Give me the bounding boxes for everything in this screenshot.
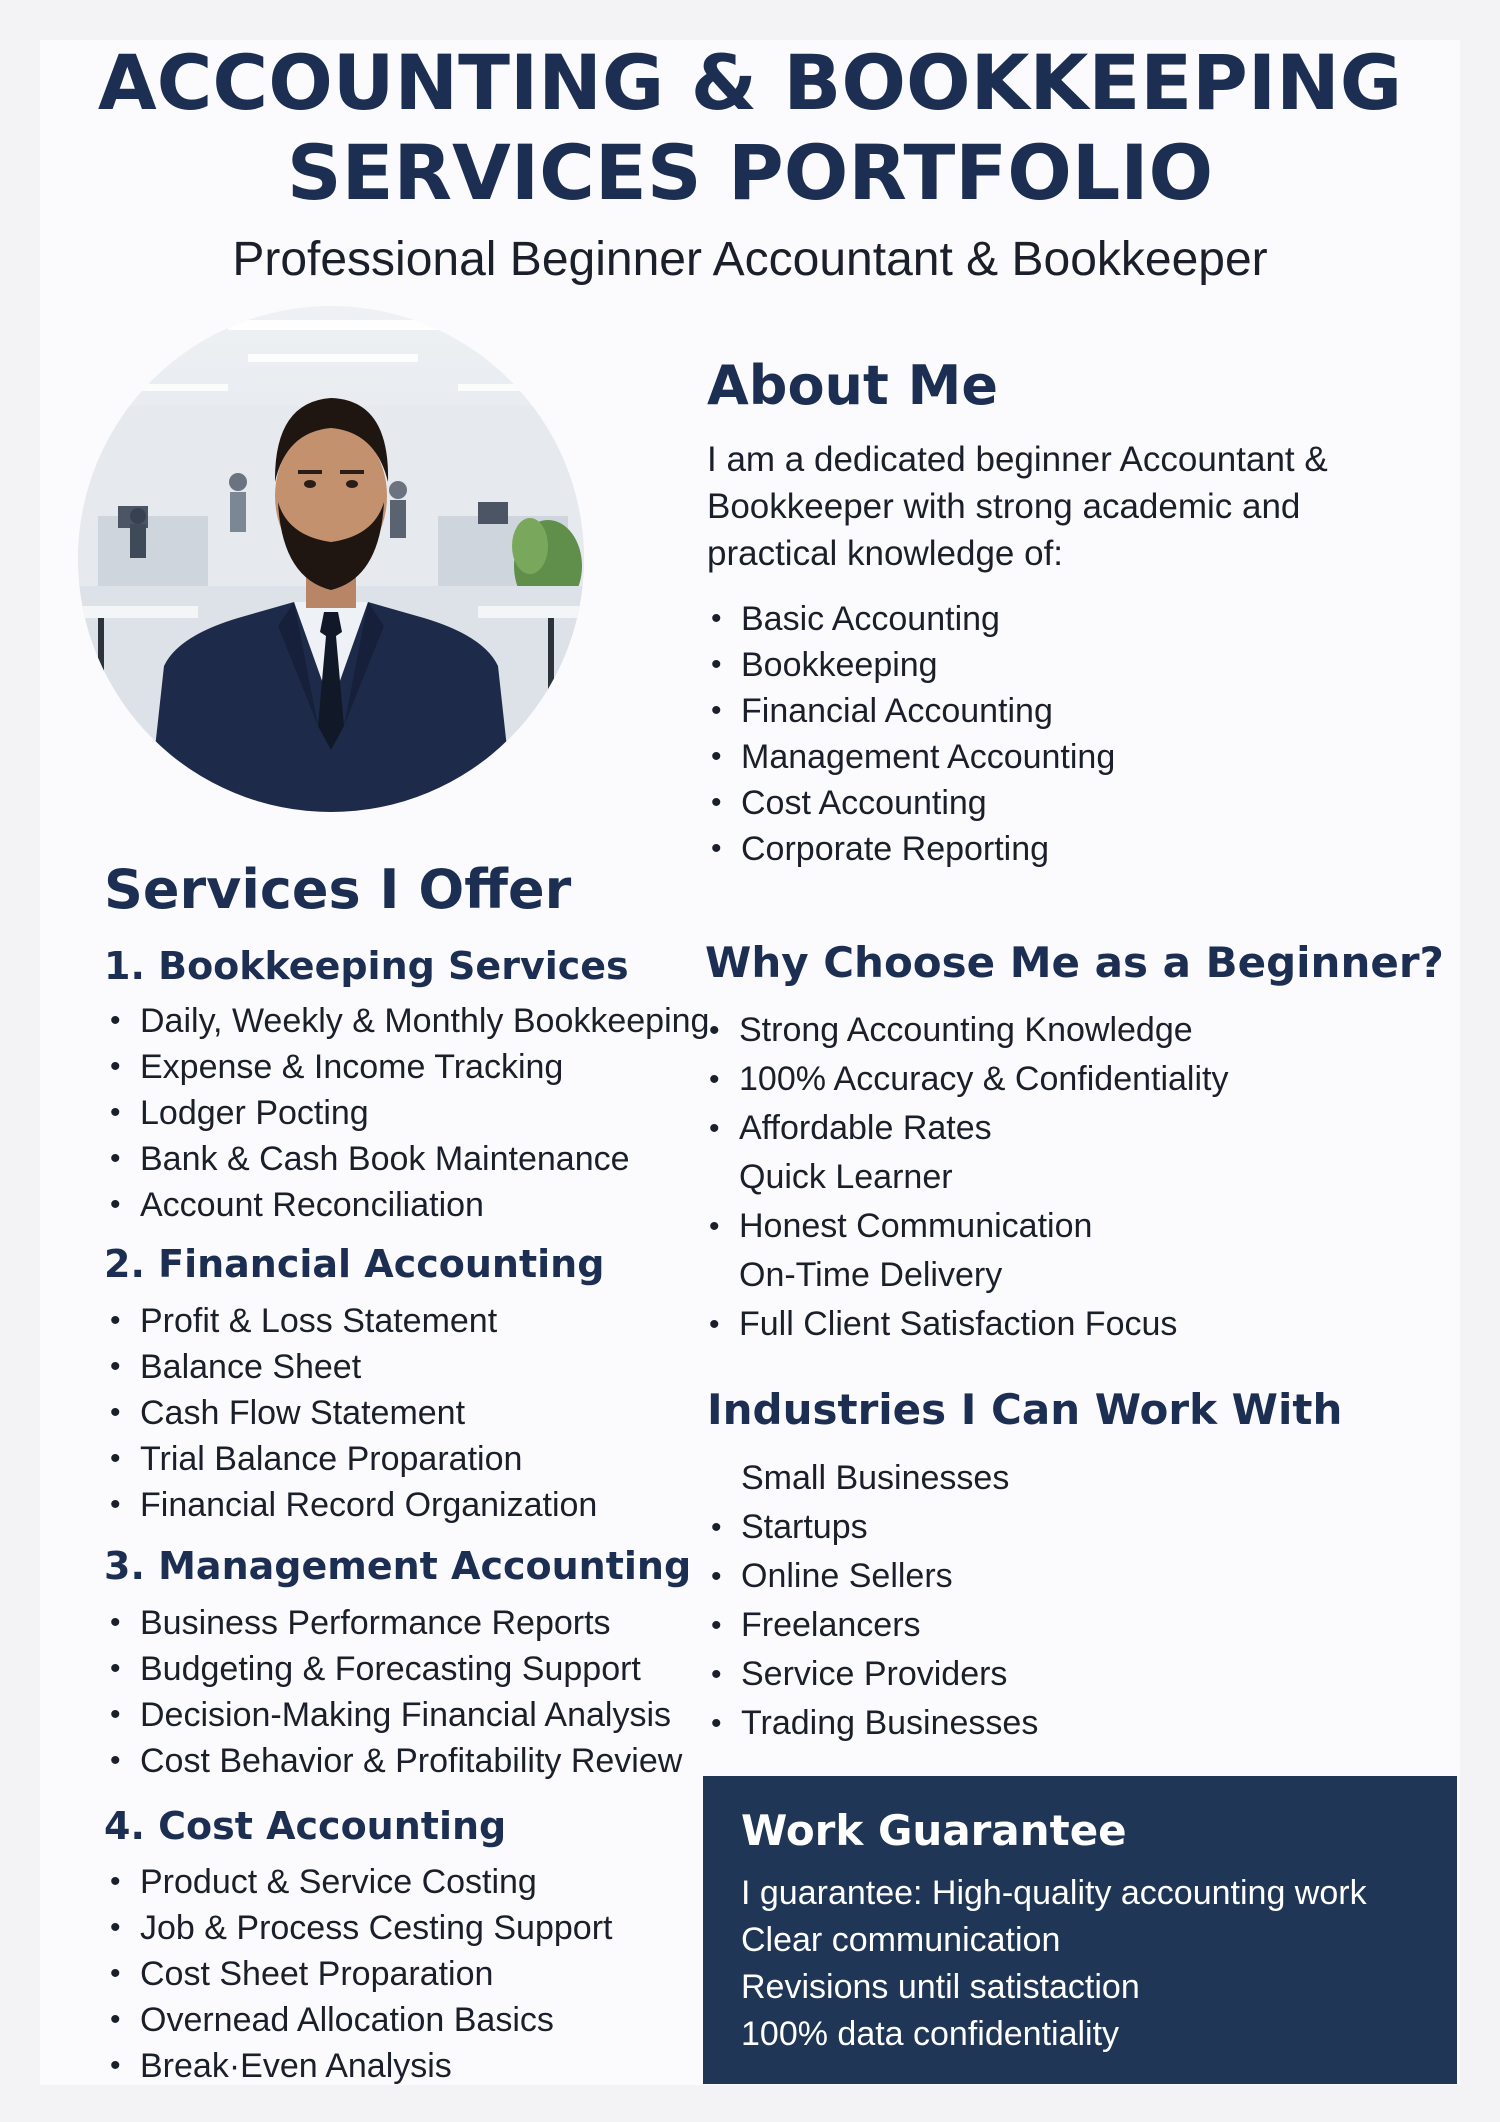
bullet-icon: • <box>110 1911 121 1944</box>
list-item: • Decision-Making Financial Analysis <box>106 1692 682 1738</box>
list-item: • Basic Accounting <box>707 596 1115 642</box>
bullet-icon: • <box>711 602 722 635</box>
bullet-icon: • <box>110 2049 121 2082</box>
work-guarantee-box <box>703 1776 1457 2084</box>
list-item: • Account Reconciliation <box>106 1182 709 1228</box>
list-item: • Overnead Allocation Basics <box>106 1997 612 2043</box>
list-item: Small Businesses <box>741 1459 1010 1497</box>
bullet-icon: • <box>711 786 722 819</box>
list-item: • Cash Flow Statement <box>106 1390 597 1436</box>
list-item: • Break·Even Analysis <box>106 2043 612 2089</box>
bullet-icon: • <box>711 832 722 865</box>
bullet-icon: • <box>711 1511 722 1544</box>
bullet-icon: • <box>110 1396 121 1429</box>
list-item: • Bookkeeping <box>707 642 1115 688</box>
bullet-icon: • <box>709 1112 720 1145</box>
bullet-icon: • <box>110 1957 121 1990</box>
bullet-icon: • <box>709 1014 720 1047</box>
list-item: • Cost Sheet Proparation <box>106 1951 612 1997</box>
list-item: On-Time Delivery <box>739 1256 1003 1294</box>
page-title-line1: ACCOUNTING & BOOKKEEPING <box>97 38 1403 127</box>
service-group-title-financial: 2. Financial Accounting <box>104 1242 605 1286</box>
bullet-icon: • <box>711 1707 722 1740</box>
about-list <box>707 596 1115 872</box>
service-list-financial <box>106 1298 597 1528</box>
list-item: • Financial Record Organization <box>106 1482 597 1528</box>
bullet-icon: • <box>711 694 722 727</box>
bullet-icon: • <box>711 1560 722 1593</box>
services-heading: Services I Offer <box>104 858 572 921</box>
about-intro: I am a dedicated beginner Accountant & Bookkeeper with strong academic and practical knowledge of: <box>707 440 1328 573</box>
bullet-icon: • <box>110 1652 121 1685</box>
bullet-icon: • <box>110 1744 121 1777</box>
list-item: Quick Learner <box>739 1158 953 1196</box>
page-title-line2: SERVICES PORTFOLIO <box>286 128 1214 217</box>
list-item: • Corporate Reporting <box>707 826 1115 872</box>
industries-heading: Industries I Can Work With <box>707 1385 1343 1434</box>
bullet-icon: • <box>711 740 722 773</box>
list-item: • Daily, Weekly & Monthly Bookkeeping <box>106 998 709 1044</box>
service-group-title-cost: 4. Cost Accounting <box>104 1804 507 1848</box>
bullet-icon: • <box>110 1698 121 1731</box>
profile-photo-illustration <box>78 306 584 812</box>
list-item: • Management Accounting <box>707 734 1115 780</box>
list-item: • Job & Process Cesting Support <box>106 1905 612 1951</box>
list-item: • Trial Balance Proparation <box>106 1436 597 1482</box>
list-item: • Financial Accounting <box>707 688 1115 734</box>
page-subtitle: Professional Beginner Accountant & Bookkeeper <box>232 233 1268 286</box>
bullet-icon: • <box>110 1488 121 1521</box>
bullet-icon: • <box>110 1442 121 1475</box>
service-group-title-bookkeeping: 1. Bookkeeping Services <box>104 944 629 988</box>
bullet-icon: • <box>711 648 722 681</box>
service-list-bookkeeping <box>106 998 709 1228</box>
guarantee-line: Clear communication <box>741 1921 1061 1959</box>
list-item: • Cost Behavior & Profitability Review <box>106 1738 682 1784</box>
service-list-cost <box>106 1859 612 2089</box>
list-item: • Online Sellers <box>707 1552 1038 1601</box>
bullet-icon: • <box>110 1188 121 1221</box>
bullet-icon: • <box>110 2003 121 2036</box>
list-item: • Strong Accounting Knowledge <box>705 1006 1228 1055</box>
industries-list <box>707 1454 1038 1748</box>
list-item: • Startups <box>707 1503 1038 1552</box>
list-item: • Lodger Pocting <box>106 1090 709 1136</box>
profile-photo <box>78 306 584 812</box>
list-item: • Cost Accounting <box>707 780 1115 826</box>
guarantee-heading: Work Guarantee <box>741 1806 1127 1855</box>
guarantee-line: Revisions until satistaction <box>741 1968 1140 2006</box>
guarantee-line: I guarantee: High-quality accounting work <box>741 1874 1367 1912</box>
why-heading: Why Choose Me as a Beginner? <box>705 938 1444 987</box>
bullet-icon: • <box>709 1063 720 1096</box>
list-item: • Service Providers <box>707 1650 1038 1699</box>
bullet-icon: • <box>709 1308 720 1341</box>
list-item: • Product & Service Costing <box>106 1859 612 1905</box>
list-item: • Freelancers <box>707 1601 1038 1650</box>
bullet-icon: • <box>711 1609 722 1642</box>
list-item: • 100% Accuracy & Confidentiality <box>705 1055 1228 1104</box>
list-item: • Profit & Loss Statement <box>106 1298 597 1344</box>
list-item: • Expense & Income Tracking <box>106 1044 709 1090</box>
bullet-icon: • <box>711 1658 722 1691</box>
list-item: • Honest Communication <box>705 1202 1228 1251</box>
list-item: • Balance Sheet <box>106 1344 597 1390</box>
bullet-icon: • <box>110 1050 121 1083</box>
guarantee-line: 100% data confidentiality <box>741 2015 1120 2053</box>
list-item: • Business Performance Reports <box>106 1600 682 1646</box>
bullet-icon: • <box>110 1350 121 1383</box>
about-heading: About Me <box>707 354 998 417</box>
why-list <box>705 1006 1228 1349</box>
list-item: • Affordable Rates <box>705 1104 1228 1153</box>
list-item: • Trading Businesses <box>707 1699 1038 1748</box>
bullet-icon: • <box>110 1304 121 1337</box>
service-list-management <box>106 1600 682 1784</box>
bullet-icon: • <box>110 1004 121 1037</box>
service-group-title-management: 3. Management Accounting <box>104 1544 692 1588</box>
bullet-icon: • <box>110 1096 121 1129</box>
list-item: • Bank & Cash Book Maintenance <box>106 1136 709 1182</box>
bullet-icon: • <box>110 1606 121 1639</box>
bullet-icon: • <box>709 1210 720 1243</box>
bullet-icon: • <box>110 1142 121 1175</box>
list-item: • Budgeting & Forecasting Support <box>106 1646 682 1692</box>
list-item: • Full Client Satisfaction Focus <box>705 1300 1228 1349</box>
bullet-icon: • <box>110 1865 121 1898</box>
